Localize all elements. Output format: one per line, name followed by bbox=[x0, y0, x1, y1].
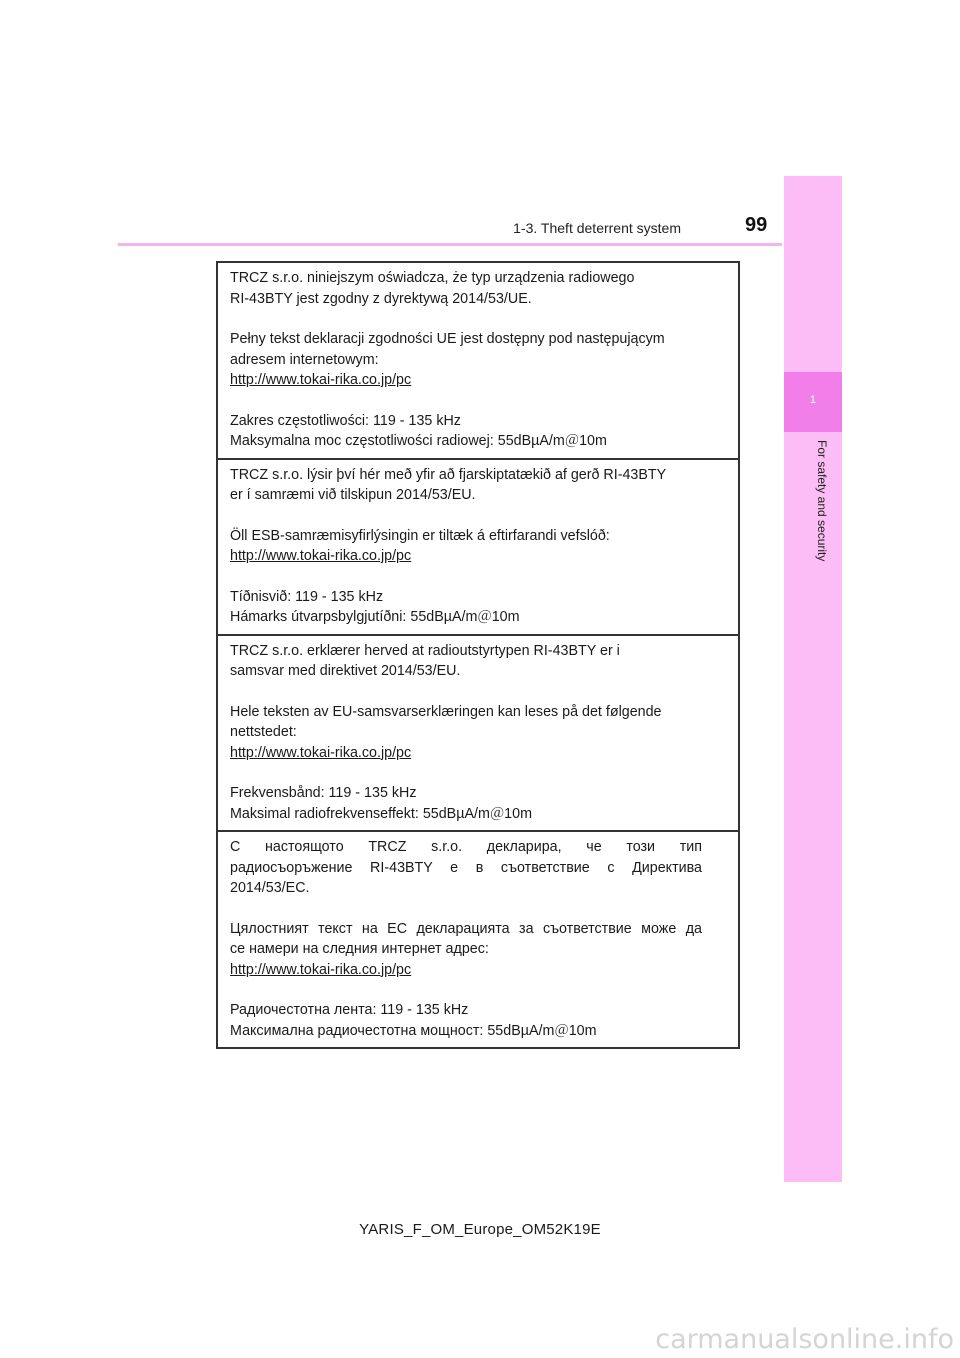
frequency-band: Радиочестотна лента: 119 - 135 kHz bbox=[230, 1002, 469, 1018]
declaration-link[interactable]: http://www.tokai-rika.co.jp/pc bbox=[230, 961, 412, 978]
declaration-text: Цялостният текст на ЕС декларацията за съответствие може да bbox=[230, 920, 702, 937]
page-number: 99 bbox=[745, 214, 768, 236]
declaration-text: радиосъоръжение RI-43BTY е в съответствие с Директива bbox=[230, 859, 702, 876]
declaration-text: samsvar med direktivet 2014/53/EU. bbox=[230, 663, 461, 679]
declaration-text: 2014/53/ЕС. bbox=[230, 880, 310, 896]
declaration-text: Öll ESB-samræmisyfirlýsingin er tiltæk á eftirfarandi vefslóð: bbox=[230, 527, 610, 544]
declaration-text: TRCZ s.r.o. niniejszym oświadcza, że typ urządzenia radiowego bbox=[230, 270, 635, 286]
declaration-link[interactable]: http://www.tokai-rika.co.jp/pc bbox=[230, 548, 412, 564]
declaration-box bbox=[216, 261, 740, 1049]
running-header-title: 1-3. Theft deterrent system bbox=[513, 220, 681, 236]
declaration-text: nettstedet: bbox=[230, 724, 297, 740]
max-power: Hámarks útvarpsbylgjutíðni: 55dBµA/m＠10m bbox=[230, 609, 520, 625]
site-watermark: carmanualsonline.info bbox=[655, 1324, 954, 1355]
max-power: Maksymalna moc częstotliwości radiowej: 55dBµA/m＠10m bbox=[230, 433, 607, 449]
declaration-text: Pełny tekst deklaracji zgodności UE jest dostępny pod następującym bbox=[230, 331, 665, 347]
declaration-text: TRCZ s.r.o. lýsir því hér með yfir að fjarskiptatækið af gerð RI-43BTY bbox=[230, 466, 667, 483]
header-divider bbox=[118, 243, 782, 246]
frequency-band: Zakres częstotliwości: 119 - 135 kHz bbox=[230, 412, 461, 429]
declaration-text: С настоящото TRCZ s.r.o. декларира, че този тип bbox=[230, 839, 702, 855]
declaration-text: TRCZ s.r.o. erklærer herved at radioutstyrtypen RI-43BTY er i bbox=[230, 642, 620, 659]
declaration-link[interactable]: http://www.tokai-rika.co.jp/pc bbox=[230, 744, 412, 761]
frequency-band: Tíðnisvið: 119 - 135 kHz bbox=[230, 588, 384, 605]
declaration-section-icelandic bbox=[218, 460, 738, 636]
declaration-text: RI-43BTY jest zgodny z dyrektywą 2014/53/UE. bbox=[230, 290, 532, 307]
chapter-side-tab bbox=[784, 176, 842, 1182]
declaration-text: adresem internetowym: bbox=[230, 351, 379, 368]
declaration-link[interactable]: http://www.tokai-rika.co.jp/pc bbox=[230, 372, 412, 388]
declaration-section-polish bbox=[218, 263, 738, 460]
document-code: YARIS_F_OM_Europe_OM52K19E bbox=[359, 1221, 601, 1238]
declaration-text: er í samræmi við tilskipun 2014/53/EU. bbox=[230, 487, 476, 503]
declaration-section-norwegian bbox=[218, 636, 738, 833]
declaration-section-bulgarian bbox=[218, 832, 738, 1047]
declaration-text: Hele teksten av EU-samsvarserklæringen kan leses på det følgende bbox=[230, 703, 662, 720]
max-power: Максимална радиочестотна мощност: 55dBµA/m＠10m bbox=[230, 1022, 597, 1039]
frequency-band: Frekvensbånd: 119 - 135 kHz bbox=[230, 785, 417, 801]
max-power: Maksimal radiofrekvenseffekt: 55dBµA/m＠10m bbox=[230, 805, 532, 822]
chapter-number: 1 bbox=[809, 394, 817, 406]
chapter-label: For safety and security bbox=[815, 440, 829, 562]
declaration-text: се намери на следния интернет адрес: bbox=[230, 941, 489, 957]
